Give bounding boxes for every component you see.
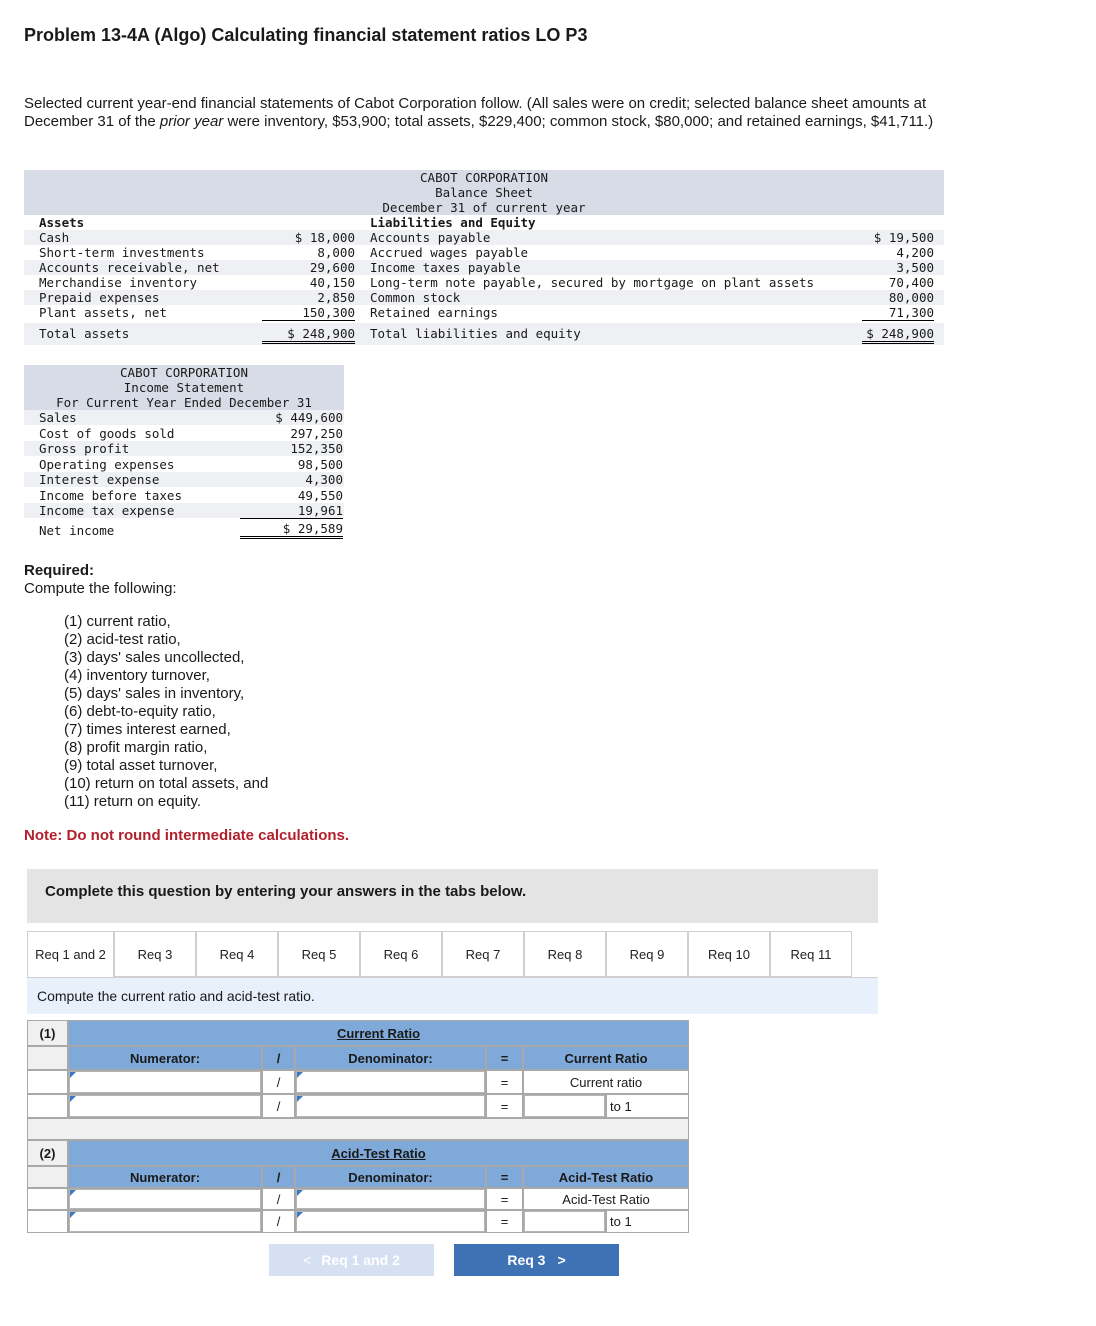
- is-value: 49,550: [297, 487, 343, 503]
- bs-company: CABOT CORPORATION: [420, 170, 548, 185]
- required-label: Required:: [24, 562, 95, 579]
- grid1-equals: =: [486, 1046, 523, 1070]
- required-item: (6) debt-to-equity ratio,: [64, 703, 216, 720]
- current-ratio-denominator-input-2[interactable]: [295, 1094, 486, 1118]
- tab-req-8[interactable]: Req 8: [524, 931, 606, 977]
- complete-instructions: Complete this question by entering your answers in the tabs below.: [27, 869, 878, 923]
- asset-value: $ 18,000: [294, 230, 355, 245]
- text-input[interactable]: [296, 1211, 485, 1232]
- chevron-right-icon: >: [557, 1252, 566, 1268]
- is-period: For Current Year Ended December 31: [56, 395, 312, 410]
- asset-label: Short-term investments: [39, 245, 205, 260]
- grid2-result-header: Acid-Test Ratio: [523, 1166, 689, 1188]
- is-label: Gross profit: [39, 441, 130, 456]
- tab-req-4[interactable]: Req 4: [196, 931, 278, 977]
- grid1-row1-blank: [27, 1070, 68, 1094]
- acid-test-denominator-input-1[interactable]: [295, 1188, 486, 1210]
- acid-test-denominator-input-2[interactable]: [295, 1210, 486, 1233]
- grid1-number: (1): [27, 1020, 68, 1046]
- required-item: (5) days' sales in inventory,: [64, 685, 245, 702]
- text-input[interactable]: [69, 1095, 261, 1117]
- required-text: Compute the following:: [24, 580, 177, 597]
- asset-value: 40,150: [309, 275, 355, 290]
- tab-req-3[interactable]: Req 3: [114, 931, 196, 977]
- liability-label: Retained earnings: [370, 305, 498, 320]
- asset-label: Prepaid expenses: [39, 290, 160, 305]
- is-label: Operating expenses: [39, 456, 175, 472]
- grid2-spacer: [27, 1166, 68, 1188]
- next-button-label: Req 3: [507, 1252, 546, 1268]
- required-item: (8) profit margin ratio,: [64, 739, 208, 756]
- required-item: (1) current ratio,: [64, 613, 171, 630]
- is-label: Income tax expense: [39, 503, 175, 518]
- grid2-row1-equals: =: [486, 1188, 523, 1210]
- grid2-denominator-label: Denominator:: [295, 1166, 486, 1188]
- grid1-denominator-label: Denominator:: [295, 1046, 486, 1070]
- grid2-row2-blank: [27, 1210, 68, 1233]
- acid-test-numerator-input-1[interactable]: [68, 1188, 262, 1210]
- tab-req-6[interactable]: Req 6: [360, 931, 442, 977]
- asset-label: Cash: [39, 230, 70, 245]
- chevron-left-icon: <: [303, 1252, 312, 1268]
- required-item: (2) acid-test ratio,: [64, 631, 181, 648]
- acid-test-numerator-input-2[interactable]: [68, 1210, 262, 1233]
- tab-instruction: Compute the current ratio and acid-test ratio.: [27, 978, 878, 1014]
- grid1-spacer: [27, 1046, 68, 1070]
- total-liab-value: $ 248,900: [862, 326, 934, 344]
- required-item: (4) inventory turnover,: [64, 667, 210, 684]
- acid-test-result-input[interactable]: [523, 1210, 606, 1233]
- grid2-row1-result-label: Acid-Test Ratio: [523, 1188, 689, 1210]
- required-item: (10) return on total assets, and: [64, 775, 269, 792]
- asset-value: 150,300: [262, 305, 355, 321]
- required-list: [64, 613, 268, 811]
- liability-value: $ 19,500: [873, 230, 934, 245]
- grid1-row2-equals: =: [486, 1094, 523, 1118]
- tab-req-11[interactable]: Req 11: [770, 931, 852, 977]
- asset-value: 8,000: [317, 245, 355, 260]
- total-assets-label: Total assets: [39, 326, 130, 341]
- text-input[interactable]: [524, 1095, 605, 1117]
- liability-label: Accrued wages payable: [370, 245, 529, 260]
- bs-date: December 31 of current year: [382, 200, 586, 215]
- asset-label: Plant assets, net: [39, 305, 167, 320]
- grid2-row2-equals: =: [486, 1210, 523, 1233]
- grid1-row1-equals: =: [486, 1070, 523, 1094]
- grid1-row1-result-label: Current ratio: [523, 1070, 689, 1094]
- grid2-row2-slash: /: [262, 1210, 295, 1233]
- grid2-row1-blank: [27, 1188, 68, 1210]
- grid1-to1: to 1: [606, 1094, 689, 1118]
- is-label: Sales: [39, 410, 77, 425]
- is-value: 98,500: [297, 456, 343, 472]
- total-liab-label: Total liabilities and equity: [370, 326, 581, 341]
- liability-label: Income taxes payable: [370, 260, 521, 275]
- required-item: (11) return on equity.: [64, 793, 202, 810]
- text-input[interactable]: [296, 1095, 485, 1117]
- text-input[interactable]: [69, 1189, 261, 1209]
- liability-label: Common stock: [370, 290, 461, 305]
- text-input[interactable]: [524, 1211, 605, 1232]
- is-name: Income Statement: [123, 380, 245, 395]
- is-value: $ 449,600: [275, 410, 343, 425]
- grid1-slash: /: [262, 1046, 295, 1070]
- grid2-slash: /: [262, 1166, 295, 1188]
- bs-name: Balance Sheet: [435, 185, 533, 200]
- text-input[interactable]: [296, 1071, 485, 1093]
- is-value: $ 29,589: [240, 521, 343, 539]
- tab-req-5[interactable]: Req 5: [278, 931, 360, 977]
- prev-button[interactable]: [269, 1244, 434, 1276]
- text-input[interactable]: [69, 1211, 261, 1232]
- tab-req-10[interactable]: Req 10: [688, 931, 770, 977]
- ratio-grid: [27, 1020, 689, 1233]
- page-title: Problem 13-4A (Algo) Calculating financial statement ratios LO P3: [24, 25, 588, 45]
- grid1-result-header: Current Ratio: [523, 1046, 689, 1070]
- current-ratio-numerator-input-2[interactable]: [68, 1094, 262, 1118]
- tab-req-7[interactable]: Req 7: [442, 931, 524, 977]
- is-label: Interest expense: [39, 472, 160, 487]
- current-ratio-denominator-input-1[interactable]: [295, 1070, 486, 1094]
- note-text: Note: Do not round intermediate calculations.: [24, 827, 350, 844]
- grid1-title: Current Ratio: [68, 1020, 689, 1046]
- grid2-number: (2): [27, 1140, 68, 1166]
- total-assets-value: $ 248,900: [262, 326, 355, 344]
- next-button[interactable]: [454, 1244, 619, 1276]
- bs-row: [24, 290, 944, 305]
- asset-label: Accounts receivable, net: [39, 260, 220, 275]
- is-label: Income before taxes: [39, 487, 182, 503]
- grid1-row2-slash: /: [262, 1094, 295, 1118]
- liability-label: Accounts payable: [370, 230, 491, 245]
- current-ratio-numerator-input-1[interactable]: [68, 1070, 262, 1094]
- liability-value: 80,000: [888, 290, 934, 305]
- required-item: (7) times interest earned,: [64, 721, 231, 738]
- bs-assets-heading: Assets: [39, 215, 85, 230]
- liability-label: Long-term note payable, secured by mortgage on plant assets: [370, 275, 815, 290]
- grid2-to1: to 1: [606, 1210, 689, 1233]
- text-input[interactable]: [69, 1071, 261, 1093]
- is-value: 4,300: [305, 472, 343, 487]
- grid2-equals: =: [486, 1166, 523, 1188]
- required-item: (3) days' sales uncollected,: [64, 649, 245, 666]
- grid2-row1-slash: /: [262, 1188, 295, 1210]
- is-label: Cost of goods sold: [39, 425, 175, 441]
- asset-value: 29,600: [309, 260, 355, 275]
- grid2-title: Acid-Test Ratio: [68, 1140, 689, 1166]
- current-ratio-result-input[interactable]: [523, 1094, 606, 1118]
- prev-button-label: Req 1 and 2: [321, 1252, 400, 1268]
- is-value: 152,350: [290, 441, 343, 456]
- grid-spacer: [27, 1118, 689, 1140]
- liability-value: 70,400: [888, 275, 934, 290]
- asset-value: 2,850: [317, 290, 355, 305]
- required-item: (9) total asset turnover,: [64, 757, 218, 774]
- problem-intro: Selected current year-end financial statements of Cabot Corporation follow. (All sales were on credit; selected balance sheet amounts at December 31 of the prior year were inventory, $53,900; total assets, $229,400; common stock, $80,000; and retained earnings, $41,711.): [24, 95, 934, 130]
- is-value: 19,961: [240, 503, 343, 519]
- grid2-numerator-label: Numerator:: [68, 1166, 262, 1188]
- is-value: 297,250: [240, 426, 343, 442]
- text-input[interactable]: [296, 1189, 485, 1209]
- grid1-row2-blank: [27, 1094, 68, 1118]
- tab-req-9[interactable]: Req 9: [606, 931, 688, 977]
- liability-value: 4,200: [896, 245, 934, 260]
- tab-req-1-and-2[interactable]: Req 1 and 2: [27, 931, 114, 978]
- liability-value: 3,500: [896, 260, 934, 275]
- liability-value: 71,300: [862, 305, 934, 321]
- grid1-numerator-label: Numerator:: [68, 1046, 262, 1070]
- bs-liab-heading: Liabilities and Equity: [370, 215, 536, 230]
- asset-label: Merchandise inventory: [39, 275, 198, 290]
- grid1-row1-slash: /: [262, 1070, 295, 1094]
- is-company: CABOT CORPORATION: [120, 365, 248, 380]
- is-label: Net income: [39, 523, 115, 538]
